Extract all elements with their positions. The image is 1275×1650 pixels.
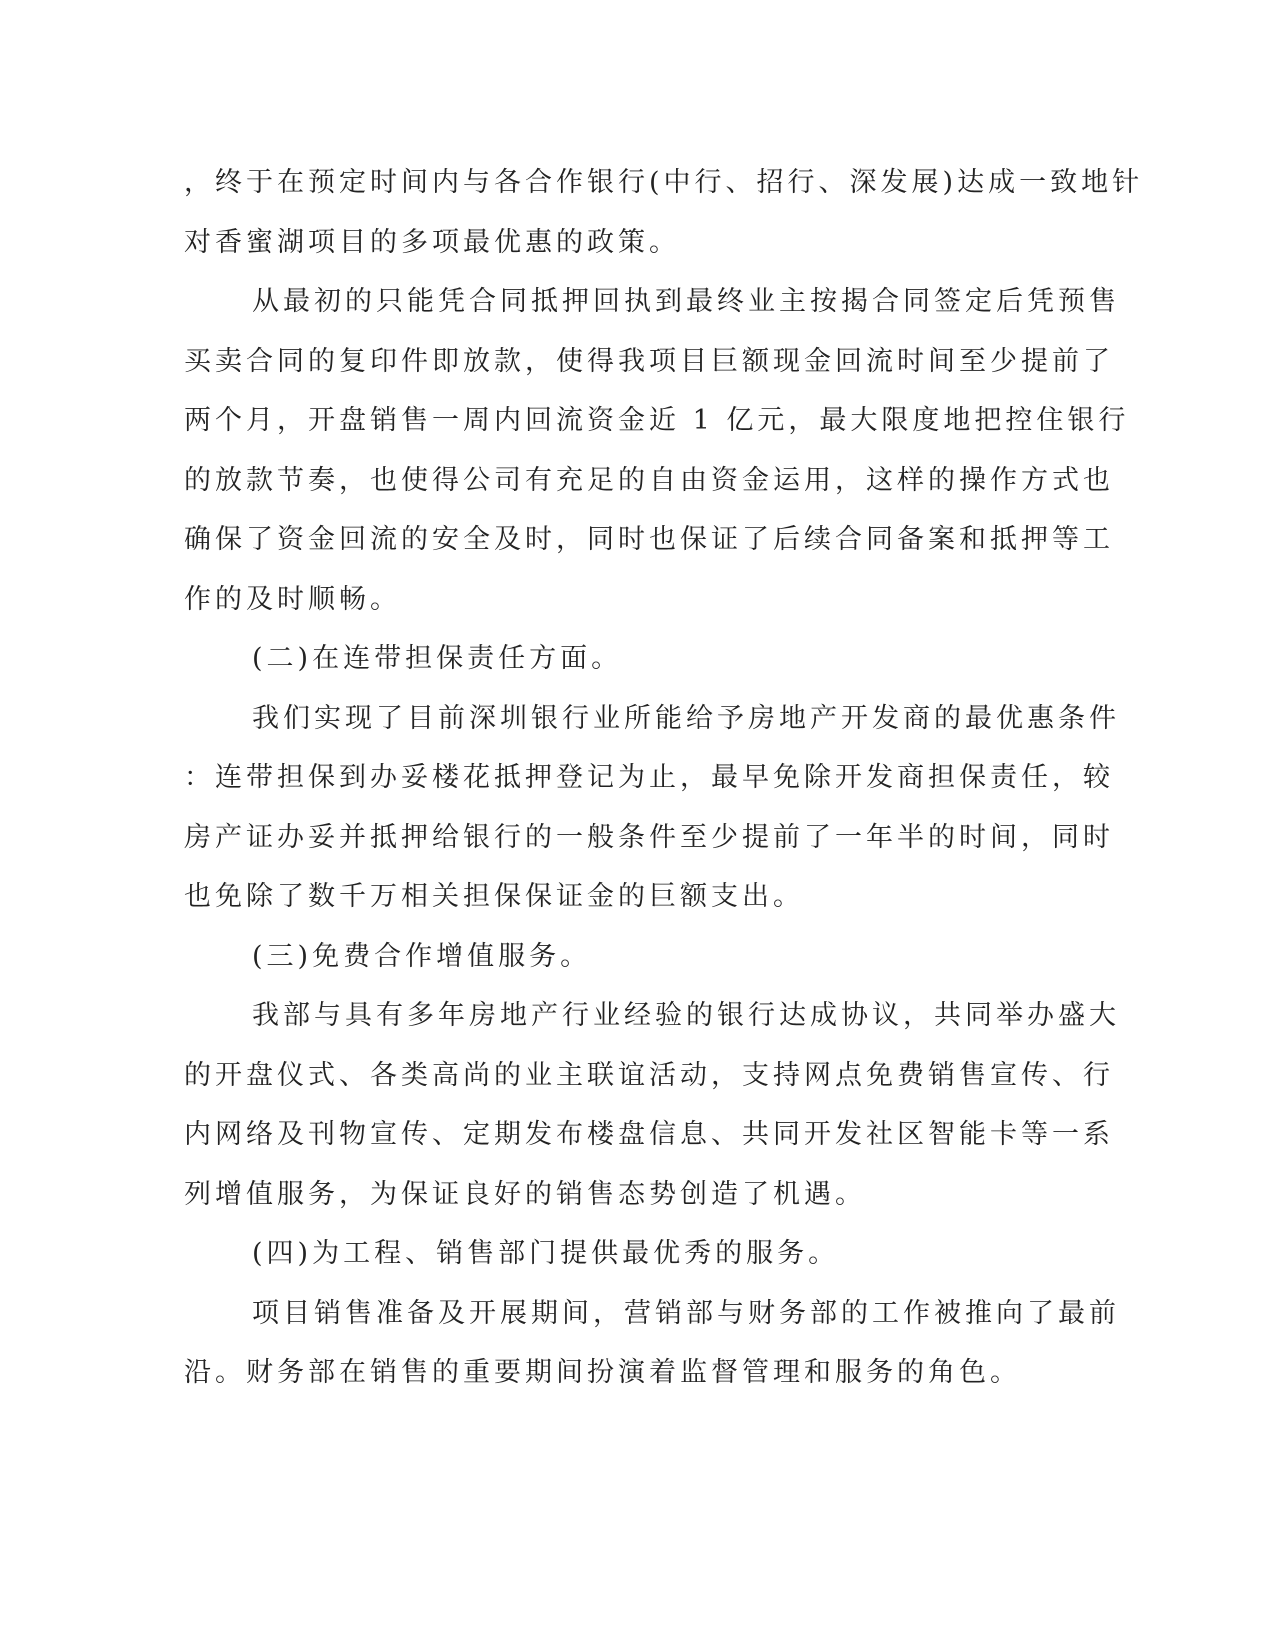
text-line: (四)为工程、销售部门提供最优秀的服务。	[252, 1238, 840, 1269]
text-line: 列增值服务，为保证良好的销售态势创造了机遇。	[184, 1178, 866, 1210]
text-line: 也免除了数千万相关担保保证金的巨额支出。	[184, 881, 804, 912]
text-line: 沿。财务部在销售的重要期间扮演着监督管理和服务的角色。	[184, 1357, 1021, 1388]
text-line: (二)在连带担保责任方面。	[252, 643, 623, 674]
text-line: 的放款节奏，也使得公司有充足的自由资金运用，这样的操作方式也	[184, 464, 1114, 496]
text-line: 项目销售准备及开展期间，营销部与财务部的工作被推向了最前	[252, 1297, 1120, 1329]
document-body	[184, 158, 1144, 1408]
text-line: 两个月，开盘销售一周内回流资金近 1 亿元，最大限度地把控住银行	[184, 405, 1130, 436]
text-line: (三)免费合作增值服务。	[252, 940, 592, 972]
text-line: 内网络及刊物宣传、定期发布楼盘信息、共同开发社区智能卡等一系	[184, 1119, 1114, 1150]
text-line: ，终于在预定时间内与各合作银行(中行、招行、深发展)达成一致地针	[184, 167, 1144, 198]
text-line: 从最初的只能凭合同抵押回执到最终业主按揭合同签定后凭预售	[252, 286, 1120, 317]
text-line: 对香蜜湖项目的多项最优惠的政策。	[184, 226, 680, 258]
text-line: 我部与具有多年房地产行业经验的银行达成协议，共同举办盛大	[252, 1000, 1120, 1031]
text-line: 买卖合同的复印件即放款，使得我项目巨额现金回流时间至少提前了	[184, 345, 1114, 377]
text-line: 房产证办妥并抵押给银行的一般条件至少提前了一年半的时间，同时	[184, 821, 1114, 853]
text-line: ：连带担保到办妥楼花抵押登记为止，最早免除开发商担保责任，较	[184, 762, 1114, 793]
text-line: 的开盘仪式、各类高尚的业主联谊活动，支持网点免费销售宣传、行	[184, 1059, 1114, 1091]
text-line: 作的及时顺畅。	[184, 583, 401, 615]
text-line: 确保了资金回流的安全及时，同时也保证了后续合同备案和抵押等工	[184, 524, 1114, 555]
text-line: 我们实现了目前深圳银行业所能给予房地产开发商的最优惠条件	[252, 702, 1120, 734]
